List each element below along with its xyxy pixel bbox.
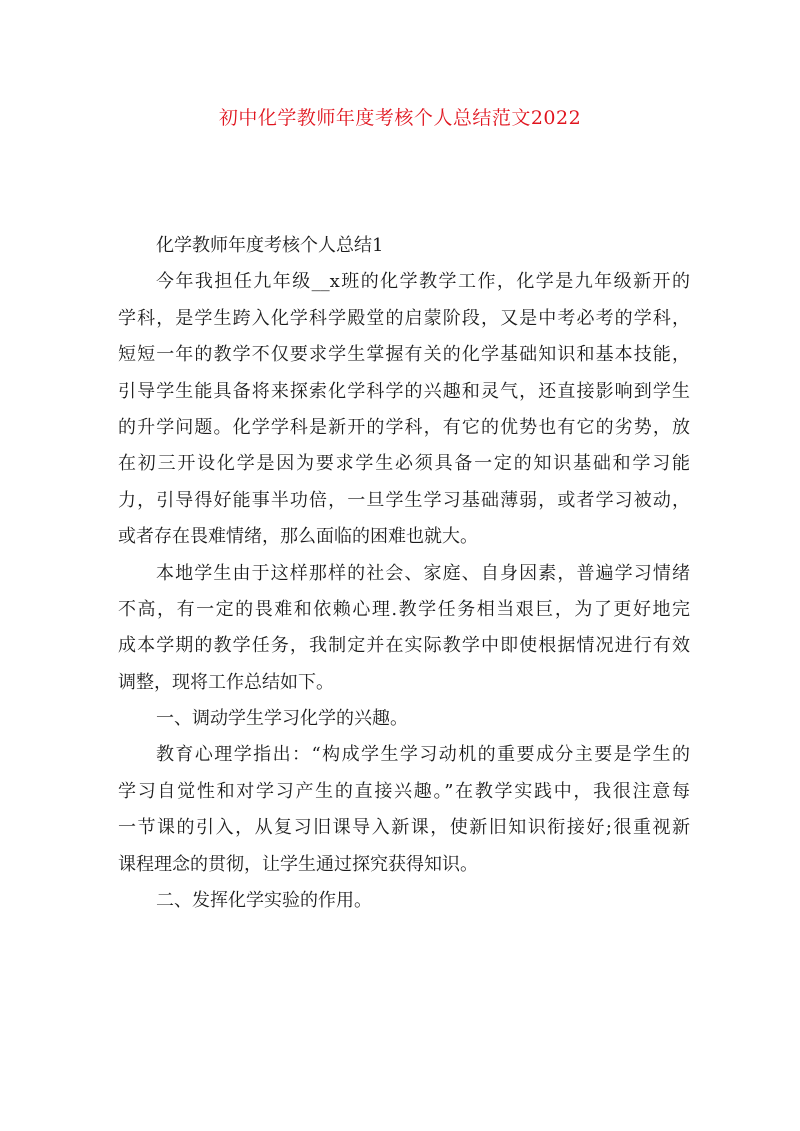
document-title: 初中化学教师年度考核个人总结范文2022 (218, 107, 582, 129)
paragraph-line: 课程理念的贯彻，让学生通过探究获得知识。 (118, 853, 478, 875)
section-heading: 化学教师年度考核个人总结1 (156, 235, 384, 256)
paragraph-line: 学习自觉性和对学习产生的直接兴趣。”在教学实践中，我很注意每 (118, 780, 690, 802)
paragraph-line: 成本学期的教学任务，我制定并在实际教学中即使根据情况进行有效 (118, 635, 690, 657)
paragraph-line: 一节课的引入，从复习旧课导入新课，使新旧知识衔接好;很重视新 (118, 817, 690, 839)
paragraph-line: 本地学生由于这样那样的社会、家庭、自身因素，普遍学习情绪 (156, 562, 690, 584)
paragraph-line: 调整，现将工作总结如下。 (118, 671, 334, 693)
section-heading: 一、调动学生学习化学的兴趣。 (156, 708, 408, 730)
paragraph-line: 引导学生能具备将来探索化学科学的兴趣和灵气，还直接影响到学生 (118, 380, 690, 402)
paragraph-line: 学科，是学生跨入化学科学殿堂的启蒙阶段，又是中考必考的学科， (118, 307, 690, 329)
paragraph-line: 力，引导得好能事半功倍，一旦学生学习基础薄弱，或者学习被动， (118, 489, 690, 511)
paragraph-line: 不高，有一定的畏难和依赖心理.教学任务相当艰巨，为了更好地完 (118, 598, 690, 620)
paragraph-line: 教育心理学指出：“构成学生学习动机的重要成分主要是学生的 (156, 744, 690, 766)
paragraph-line: 或者存在畏难情绪，那么面临的困难也就大。 (118, 526, 478, 548)
paragraph-line: 在初三开设化学是因为要求学生必须具备一定的知识基础和学习能 (118, 453, 690, 475)
paragraph-line: 的升学问题。化学学科是新开的学科，有它的优势也有它的劣势，放 (118, 416, 690, 438)
document-body (118, 228, 690, 919)
section-heading: 二、发挥化学实验的作用。 (156, 890, 372, 912)
paragraph-line: 今年我担任九年级__x班的化学教学工作，化学是九年级新开的 (156, 271, 690, 293)
paragraph-line: 短短一年的教学不仅要求学生掌握有关的化学基础知识和基本技能， (118, 344, 690, 366)
